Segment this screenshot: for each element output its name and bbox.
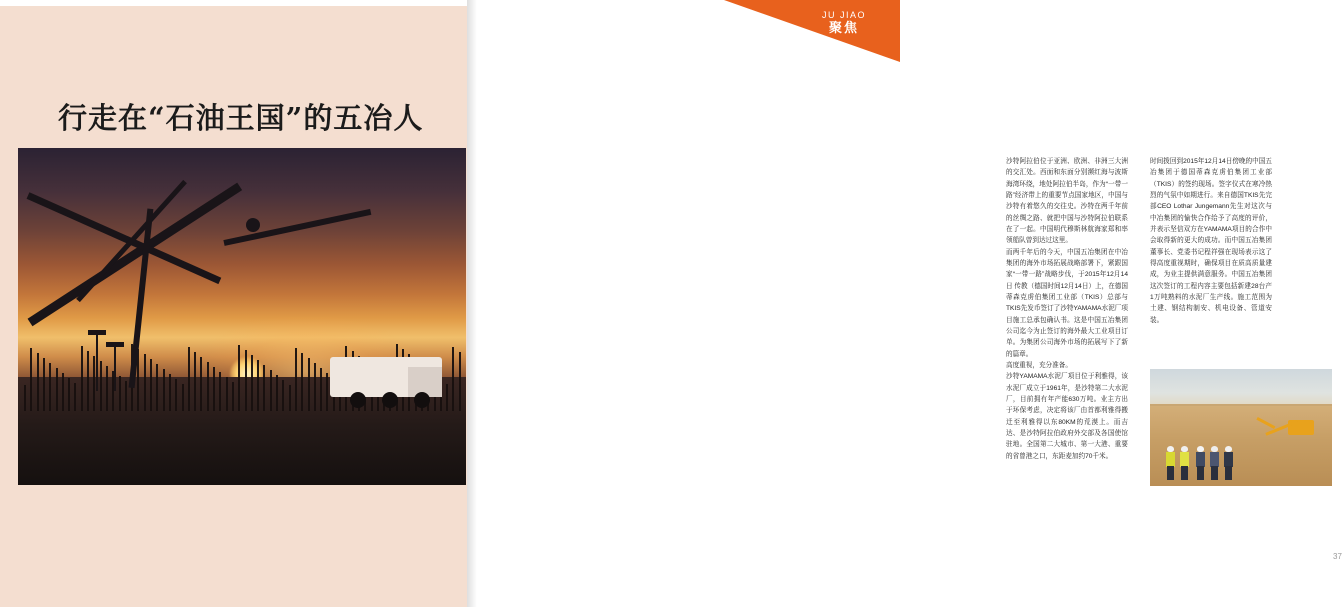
photo-rebar <box>219 372 221 411</box>
photo-light-head-2 <box>106 342 124 347</box>
worker-4-legs <box>1211 466 1218 480</box>
photo-boom-joint <box>246 218 260 232</box>
photo-rebar <box>150 359 152 411</box>
photo-rebar <box>106 366 108 411</box>
photo-rebar <box>68 378 70 411</box>
worker-2-vest <box>1180 452 1189 467</box>
photo-rebar <box>251 355 253 411</box>
photo-rebar <box>93 356 95 411</box>
photo-rebar <box>74 383 76 411</box>
photo-rebar <box>238 345 240 411</box>
photo-rebar <box>301 353 303 411</box>
photo-truck-wheel-1 <box>414 392 430 408</box>
worker-1-vest <box>1166 452 1175 467</box>
photo-rebar <box>245 350 247 411</box>
article-column-2: 时间拨回到2015年12月14日傍晚的中国五冶集团于德国蒂森克虏伯集团工业部（TKIS）的签约现场。签字仪式在寒冷热烈的气氛中如期进行。来自德国TKIS先完部CEO Lothar Jungemann先生对这次与中冶集团的愉快合作给予了高度的评价，并表示坚信双方在YAMAMA项目的合作中会取得新的更大的成功。而中国五冶集团董事长、党委书记程祥强在现场表示这了得高度重视期时，确保项目在质高质量建成，为业主提供满意服务。中国五冶集团这次签订的工程内容主要包括新建28台产1万吨熟料的水泥厂生产线。施工范围为土建、钢结构制安、机电设备、管道安装。 <box>1150 158 1272 324</box>
worker-3-legs <box>1197 466 1204 480</box>
photo-rebar <box>100 361 102 411</box>
worker-1-legs <box>1167 466 1174 480</box>
page-top-margin <box>0 0 467 6</box>
photo-rebar <box>200 357 202 411</box>
photo-rebar <box>295 348 297 411</box>
photo-rebar <box>30 348 32 411</box>
photo-rebar <box>188 347 190 411</box>
photo-rebar <box>62 373 64 411</box>
worker-2-legs <box>1181 466 1188 480</box>
photo-rebar <box>257 360 259 411</box>
photo-light-pole-2 <box>114 347 116 391</box>
photo-rebar <box>226 377 228 411</box>
masthead-english: JU JIAO <box>821 10 866 20</box>
photo-rebar <box>182 384 184 411</box>
photo-rebar <box>144 354 146 411</box>
photo-rebar <box>446 384 448 411</box>
worker-1 <box>1166 446 1175 480</box>
photo-rebar <box>263 365 265 411</box>
page-title: 行走在“石油王国”的五冶人 <box>58 101 424 135</box>
article-column-1: 沙特阿拉伯位于亚洲、欧洲、非洲三大洲的交汇处。西面和东面分别濒红海与波斯海湾环绕，地处阿拉伯半岛，作为“一带一路”经济带上的重要节点国家地区，中国与沙特有着悠久的交往史。沙特在两千年前的丝绸之路、就把中国与沙特阿拉伯联系在了一起。中国明代穆斯林航海家郑和率领船队曾到达过这里。 而两千年后的今天，中国五冶集团在中冶集团的海外市场拓展战略部署下，紧跟国家“一带一路”战略步伐，于2015年12月14日 传教（德国时间12月14日）上，在德国蒂森克虏伯集团工业部（TKIS）总部与TKIS先发币签订了沙特YAMAMA水泥厂项目施工总承包确认书。这是中国五冶集团公司迄今为止签订的海外最大工业项目订单。为集团公司海外市场的拓展写下了新的篇章。 高度重视，充分准备。 沙特YAMAMA水泥厂项目位于利雅得，该水泥厂成立于1961年，是沙特第二大水泥厂，目前拥有年产能630万吨。业主方出于环保考虑，决定将该厂由首都利雅得搬迁至利雅得以东80KM的荒漠上。而吉达、是沙特阿拉伯政府外交部及各国使馆驻地。全国第二大城市、第一大港、重要的省曾港之口，东距麦加约70千米。 <box>1006 158 1128 460</box>
masthead-label <box>822 10 866 37</box>
photo-rebar <box>169 374 171 411</box>
photo-truck-wheel-2 <box>382 392 398 408</box>
spread-gutter-shadow <box>467 0 477 607</box>
photo-rebar <box>459 352 461 411</box>
photo-rebar <box>308 358 310 411</box>
photo-rebar <box>270 370 272 411</box>
photo-rebar <box>49 363 51 411</box>
worker-3-shirt <box>1196 452 1205 467</box>
photo-rebar <box>326 373 328 411</box>
worker-3 <box>1196 446 1205 480</box>
sub-photo-excavator <box>1262 409 1314 435</box>
photo-rebar <box>207 362 209 411</box>
photo-rebar <box>194 352 196 411</box>
secondary-photo-site-visit <box>1150 369 1332 486</box>
photo-rebar <box>56 368 58 411</box>
photo-rebar <box>37 353 39 411</box>
photo-rebar <box>320 368 322 411</box>
worker-2 <box>1180 446 1189 480</box>
photo-rebar <box>87 351 89 411</box>
worker-5-shirt <box>1224 452 1233 467</box>
photo-rebar <box>314 363 316 411</box>
photo-rebar <box>24 385 26 411</box>
photo-rebar <box>452 347 454 411</box>
page-number: 37 <box>1333 552 1342 561</box>
sub-photo-sky <box>1150 369 1332 409</box>
photo-light-head-1 <box>88 330 106 335</box>
worker-4-shirt <box>1210 452 1219 467</box>
masthead-triangle <box>724 0 900 62</box>
photo-rebar <box>163 369 165 411</box>
photo-rebar <box>282 380 284 411</box>
left-page <box>0 0 467 607</box>
photo-rebar <box>213 367 215 411</box>
photo-truck-wheel-3 <box>350 392 366 408</box>
right-page <box>467 0 1342 607</box>
photo-rebar <box>289 385 291 411</box>
masthead-banner <box>724 0 900 62</box>
photo-rebar <box>119 376 121 411</box>
hero-photo-construction-site-sunset <box>18 148 466 485</box>
photo-rebar <box>276 375 278 411</box>
photo-rebar <box>156 364 158 411</box>
photo-rebar <box>125 381 127 411</box>
photo-rebar <box>81 346 83 411</box>
worker-5-legs <box>1225 466 1232 480</box>
photo-rebar <box>175 379 177 411</box>
photo-rebar <box>43 358 45 411</box>
masthead-chinese: 聚焦 <box>828 21 859 37</box>
photo-light-pole-1 <box>96 335 98 391</box>
worker-5 <box>1224 446 1233 480</box>
photo-rebar <box>232 382 234 411</box>
worker-4 <box>1210 446 1219 480</box>
